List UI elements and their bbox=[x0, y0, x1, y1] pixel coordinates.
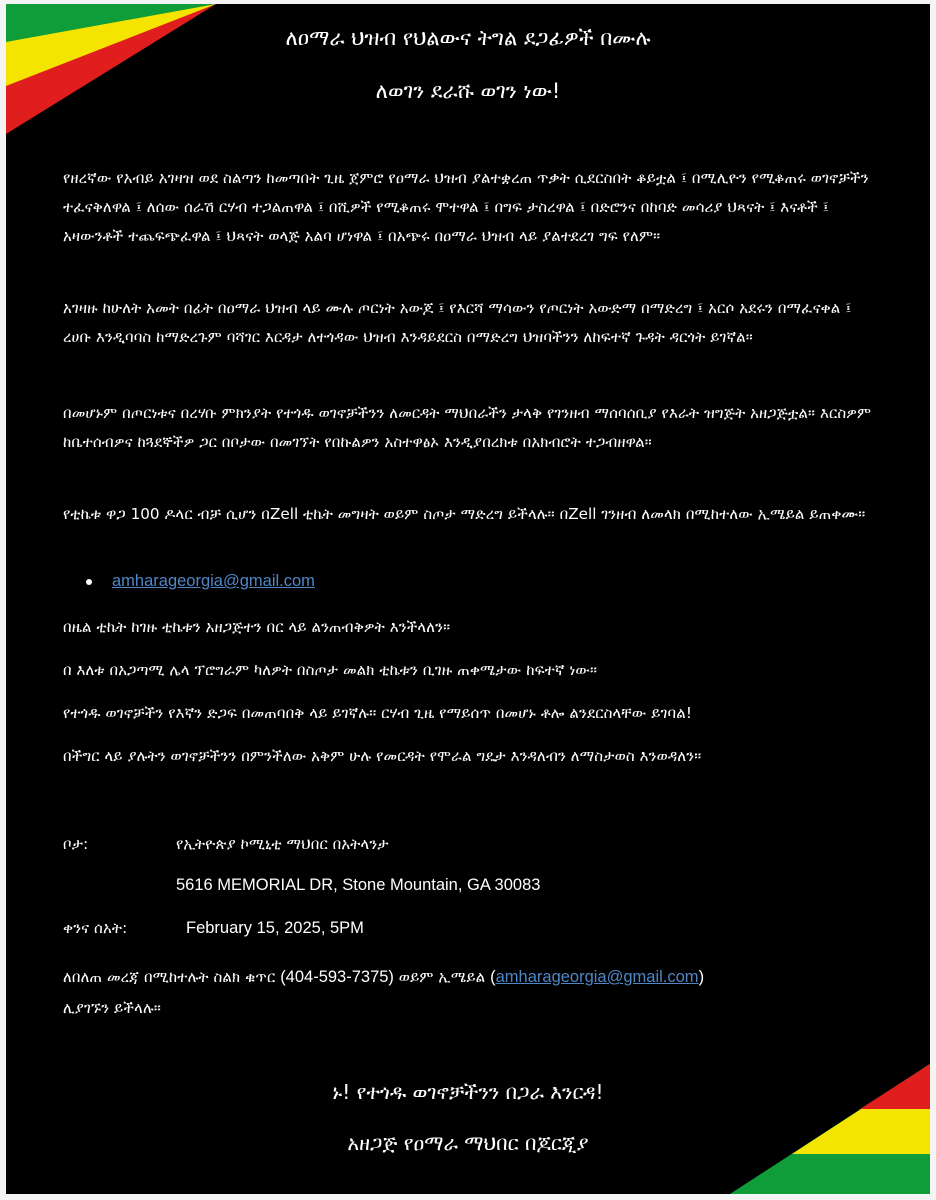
date-label: ቀንና ሰአት: bbox=[63, 919, 128, 937]
contact-phone: (404-593-7375) bbox=[280, 968, 394, 986]
flyer-page bbox=[6, 4, 930, 1194]
contact-info: ለበለጠ መረጃ በሚከተሉት ስልክ ቁጥር (404-593-7375) ወይም ኢሜይል (amharageorgia@gmail.com) ሊያገኙን ይችላሉ። bbox=[63, 968, 705, 1017]
venue-address: 5616 MEMORIAL DR, Stone Mountain, GA 30083 bbox=[176, 876, 541, 894]
bullet-dot-icon bbox=[86, 579, 92, 585]
closing-organizer: አዘጋጅ የዐማራ ማህበር በጆርጂያ bbox=[347, 1131, 589, 1155]
flyer-title-line2: ለወገን ደራሹ ወገን ነው! bbox=[375, 79, 561, 103]
venue-label: ቦታ: bbox=[63, 835, 89, 853]
zelle-pickup-note: በዜል ቲኬት ከገዙ ቲኬቱን አዘጋጅተን በር ላይ ልንጠብቅዎት እንችላለን። bbox=[63, 618, 451, 636]
contact-prefix: ለበለጠ መረጃ በሚከተሉት ስልክ ቁጥር bbox=[63, 968, 276, 986]
contact-suffix: ሊያገኙን ይችላሉ። bbox=[63, 999, 161, 1017]
email-link[interactable]: amharageorgia@gmail.com bbox=[112, 572, 315, 590]
contact-mid: ወይም ኢሜይል bbox=[398, 968, 486, 986]
paragraph-fundraiser-invite: በመሆኑም በጦርነቱና በረሃቡ ምክንያት የተጎዱ ወገኖቻችንን ለመርዳት ማህበራችን ታላቅ የገንዘብ ማሰባሰቢያ የእራት ዝግጅት አዘጋጅቷል። እርስዎም ከቤተሰብዎና ከጓደኞችዎ ጋር በቦታው በመገኘት የበኩልዎን አስተዋፅኦ እንዲያበረክቱ በአክብሮት ተጋብዘዋል። bbox=[63, 404, 872, 451]
email-bullet bbox=[86, 572, 315, 591]
flag-corner-top-left bbox=[6, 4, 216, 134]
paragraph-ticket-info: የቲኬቱ ዋጋ 100 ዶላር ብቻ ሲሆን በZell ቲኬት መግዛት ወይም ስጦታ ማድረግ ይችላሉ። በZell ገንዘብ ለመላክ በሚከተለው ኢሜይል ይጠቀሙ። bbox=[63, 505, 866, 523]
moral-duty-note: በችግር ላይ ያሉትን ወገኖቻችንን በምንችለው አቅም ሁሉ የመርዳት የሞራል ግዴታ እንዳለብን ለማስታወስ እንወዳለን። bbox=[63, 747, 702, 765]
gift-ticket-note: በ እለቱ በአጋጣሚ ሌላ ፕሮግራም ካለዎት በስጦታ መልክ ቲኬቱን ቢገዙ ጠቀሜታው ከፍተኛ ነው። bbox=[63, 661, 598, 679]
paragraph-war-impact: አገዛዙ ከሁለት አመት በፊት በዐማራ ህዝብ ላይ ሙሉ ጦርነት አውጆ ፤ የእርሻ ማሳውን የጦርነት አውድማ በማድረግ ፤ አርሶ አደሩን በማፈናቀል ፤ ረሀቡ እንዲባባስ ከማድረጉም ባሻገር እርዳታ ለተጎዳው ህዝብ እንዳይደርስ በማድረግ ህዝባችንን ለከፍተኛ ጉዳት ዳርጎት ይገኛል። bbox=[63, 299, 852, 346]
closing-call-to-action: ኑ! የተጎዱ ወገኖቻችንን በጋራ እንርዳ! bbox=[332, 1080, 604, 1104]
flyer-title-line1: ለዐማራ ህዝብ የህልውና ትግል ደጋፊዎች በሙሉ bbox=[285, 26, 651, 50]
contact-email-link[interactable]: amharageorgia@gmail.com bbox=[495, 968, 699, 986]
event-date: February 15, 2025, 5PM bbox=[186, 919, 364, 937]
paragraph-background: የዘረኛው የአብይ አገዛዝ ወደ ስልጣን ከመጣበት ጊዜ ጀምሮ የዐማራ ህዝብ ያልተቋረጠ ጥቃት ሲደርስበት ቆይቷል ፤ በሚሊዮን የሚቆጠሩ ወገኖቻችን ተፈናቅለዋል ፤ ለሰው ሰራሽ ርሃብ ተጋልጠዋል ፤ በሺዎች የሚቆጠሩ ሞተዋል ፤ በግፍ ታስረዋል ፤ በድሮንና በከባድ መሳሪያ ህጻናት ፤ እናቶች ፤ አዛውንቶች ተጨፍጭፈዋል ፤ ህጻናት ወላጅ አልባ ሆነዋል ፤ በአጭሩ በዐማራ ህዝብ ላይ ያልተደረገ ግፍ የለም። bbox=[63, 169, 869, 245]
venue-name: የኢትዮጵያ ኮሚኒቲ ማህበር በአትላንታ bbox=[176, 835, 389, 853]
urgency-note: የተጎዱ ወገኖቻችን የእኛን ድጋፍ በመጠባበቅ ላይ ይገኛሉ፡፡ ርሃብ ጊዜ የማይሰጥ በመሆኑ ቶሎ ልንደርስላቸው ይገባል! bbox=[63, 704, 692, 722]
